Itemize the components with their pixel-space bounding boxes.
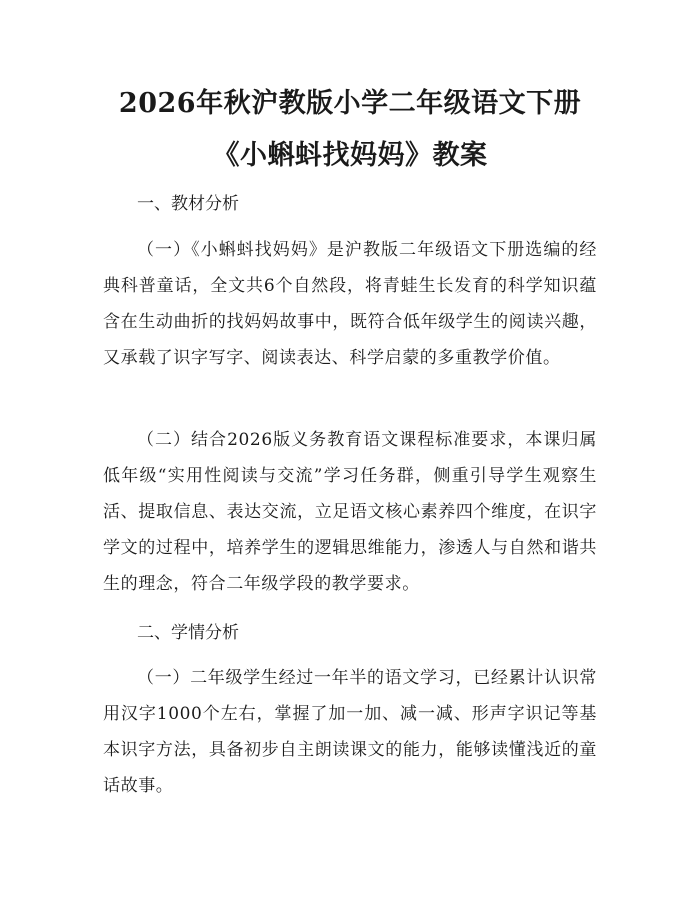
paragraph-textbook-analysis-2: （二）结合2026版义务教育语文课程标准要求，本课归属低年级“实用性阅读与交流”学习任务群，侧重引导学生观察生活、提取信息、表达交流，立足语文核心素养四个维度，在识字学文的过程中，培养学生的逻辑思维能力，渗透人与自然和谐共生的理念，符合二年级学段的教学要求。 xyxy=(103,430,597,594)
section-heading-textbook-analysis: 一、教材分析 xyxy=(137,194,239,214)
paragraph-textbook-analysis-1: （一）《小蝌蚪找妈妈》是沪教版二年级语文下册选编的经典科普童话，全文共6个自然段，将青蛙生长发育的科学知识蕴含在生动曲折的找妈妈故事中，既符合低年级学生的阅读兴趣，又承载了识字写字、阅读表达、科学启蒙的多重教学价值。 xyxy=(103,240,597,368)
paragraph-learner-analysis-1: （一）二年级学生经过一年半的语文学习，已经累计认识常用汉字1000个左右，掌握了加一加、减一减、形声字识记等基本识字方法，具备初步自主朗读课文的能力，能够读懂浅近的童话故事。 xyxy=(103,668,597,796)
section-heading-learner-analysis: 二、学情分析 xyxy=(137,623,239,643)
document-title: 2026年秋沪教版小学二年级语文下册《小蝌蚪找妈妈》教案 xyxy=(118,88,582,171)
